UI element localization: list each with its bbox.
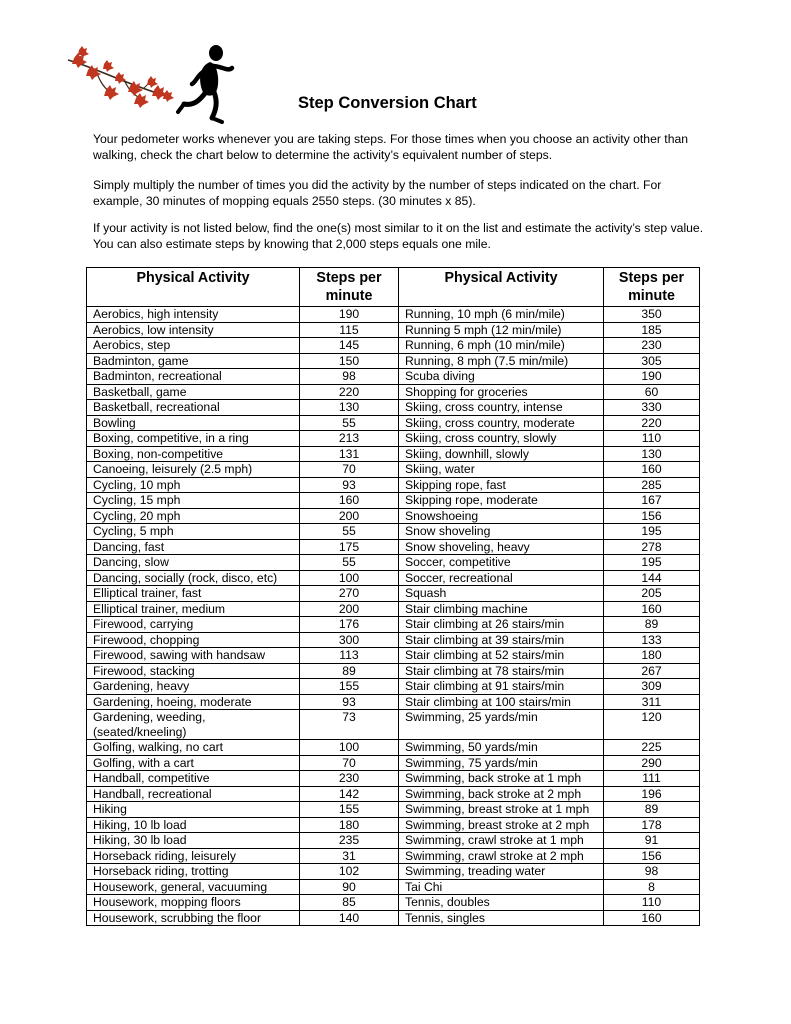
activity-cell: Basketball, recreational [87,400,300,416]
steps-cell: 120 [604,710,700,740]
activity-cell: Stair climbing at 100 stairs/min [399,694,604,710]
activity-cell: Aerobics, step [87,338,300,354]
activity-cell: Firewood, stacking [87,663,300,679]
page-title: Step Conversion Chart [298,94,477,112]
steps-cell: 160 [300,493,399,509]
steps-cell: 130 [604,446,700,462]
activity-cell: Swimming, breast stroke at 2 mph [399,817,604,833]
instructions-paragraph: Simply multiply the number of times you did the activity by the number of steps indicated on the chart. For example, 30 minutes of mopping equals 2550 steps. (30 minutes x 85). [93,178,662,208]
steps-cell: 111 [604,771,700,787]
steps-cell: 220 [604,415,700,431]
activity-cell: Horseback riding, trotting [87,864,300,880]
activity-cell: Gardening, weeding, (seated/kneeling) [87,710,300,740]
steps-cell: 330 [604,400,700,416]
table-row [87,910,700,926]
table-row [87,353,700,369]
activity-cell: Handball, competitive [87,771,300,787]
activity-cell: Stair climbing at 26 stairs/min [399,617,604,633]
runner-icon [178,45,232,122]
steps-cell: 160 [604,910,700,926]
steps-cell: 73 [300,710,399,740]
steps-cell: 230 [604,338,700,354]
table-row [87,879,700,895]
steps-cell: 102 [300,864,399,880]
activity-cell: Firewood, sawing with handsaw [87,648,300,664]
steps-cell: 100 [300,570,399,586]
activity-cell: Cycling, 15 mph [87,493,300,509]
steps-cell: 230 [300,771,399,787]
activity-cell: Dancing, slow [87,555,300,571]
steps-cell: 60 [604,384,700,400]
steps-cell: 55 [300,415,399,431]
steps-cell: 285 [604,477,700,493]
activity-cell: Cycling, 5 mph [87,524,300,540]
activity-cell: Swimming, back stroke at 2 mph [399,786,604,802]
activity-cell: Swimming, 75 yards/min [399,755,604,771]
table-row [87,446,700,462]
steps-cell: 167 [604,493,700,509]
table-row [87,679,700,695]
steps-header: Steps per minute [604,268,700,307]
activity-cell: Skiing, cross country, slowly [399,431,604,447]
activity-cell: Elliptical trainer, fast [87,586,300,602]
activity-cell: Golfing, walking, no cart [87,740,300,756]
steps-cell: 140 [300,910,399,926]
steps-cell: 98 [300,369,399,385]
activity-cell: Aerobics, high intensity [87,307,300,323]
activity-cell: Soccer, recreational [399,570,604,586]
autumn-branch-icon [68,46,174,108]
table-row [87,864,700,880]
activity-cell: Boxing, non-competitive [87,446,300,462]
table-row [87,493,700,509]
step-conversion-table [86,267,700,926]
activity-cell: Swimming, crawl stroke at 2 mph [399,848,604,864]
activity-cell: Cycling, 10 mph [87,477,300,493]
table-row [87,786,700,802]
activity-cell: Snow shoveling [399,524,604,540]
activity-cell: Running 5 mph (12 min/mile) [399,322,604,338]
table-row [87,848,700,864]
table-row [87,384,700,400]
table-row [87,570,700,586]
activity-cell: Badminton, game [87,353,300,369]
steps-cell: 220 [300,384,399,400]
table-row [87,524,700,540]
activity-cell: Firewood, carrying [87,617,300,633]
activity-cell: Swimming, 50 yards/min [399,740,604,756]
steps-cell: 110 [604,431,700,447]
estimate-paragraph: If your activity is not listed below, find the one(s) most similar to it on the list and estimate the activity’s step value. You can also estimate steps by knowing that 2,000 steps equals one mile. [93,221,704,251]
table-row [87,710,700,740]
activity-cell: Aerobics, low intensity [87,322,300,338]
steps-cell: 225 [604,740,700,756]
steps-cell: 200 [300,601,399,617]
steps-cell: 115 [300,322,399,338]
activity-cell: Skiing, water [399,462,604,478]
steps-cell: 270 [300,586,399,602]
steps-cell: 200 [300,508,399,524]
table-row [87,322,700,338]
runner-logo-icon [66,44,246,124]
table-row [87,833,700,849]
table-row [87,462,700,478]
steps-cell: 31 [300,848,399,864]
steps-cell: 175 [300,539,399,555]
activity-cell: Stair climbing at 91 stairs/min [399,679,604,695]
activity-cell: Dancing, fast [87,539,300,555]
steps-cell: 305 [604,353,700,369]
steps-cell: 89 [604,617,700,633]
table-row [87,400,700,416]
activity-cell: Housework, scrubbing the floor [87,910,300,926]
table-row [87,632,700,648]
activity-cell: Shopping for groceries [399,384,604,400]
activity-cell: Skipping rope, moderate [399,493,604,509]
activity-cell: Squash [399,586,604,602]
activity-cell: Snow shoveling, heavy [399,539,604,555]
table-row [87,771,700,787]
activity-cell: Soccer, competitive [399,555,604,571]
table-row [87,338,700,354]
steps-cell: 190 [300,307,399,323]
activity-cell: Bowling [87,415,300,431]
activity-cell: Tai Chi [399,879,604,895]
steps-cell: 278 [604,539,700,555]
activity-cell: Skiing, cross country, intense [399,400,604,416]
steps-cell: 133 [604,632,700,648]
activity-cell: Handball, recreational [87,786,300,802]
activity-cell: Stair climbing at 78 stairs/min [399,663,604,679]
steps-cell: 205 [604,586,700,602]
steps-cell: 130 [300,400,399,416]
steps-cell: 185 [604,322,700,338]
table-row [87,694,700,710]
table-row [87,369,700,385]
table-row [87,431,700,447]
activity-cell: Firewood, chopping [87,632,300,648]
activity-cell: Canoeing, leisurely (2.5 mph) [87,462,300,478]
activity-cell: Running, 10 mph (6 min/mile) [399,307,604,323]
steps-cell: 290 [604,755,700,771]
steps-cell: 70 [300,462,399,478]
activity-cell: Dancing, socially (rock, disco, etc) [87,570,300,586]
steps-cell: 300 [300,632,399,648]
activity-cell: Hiking [87,802,300,818]
activity-header: Physical Activity [399,268,604,307]
activity-cell: Skiing, downhill, slowly [399,446,604,462]
table-row [87,539,700,555]
activity-cell: Swimming, breast stroke at 1 mph [399,802,604,818]
table-row [87,555,700,571]
steps-cell: 98 [604,864,700,880]
table-row [87,617,700,633]
activity-cell: Running, 8 mph (7.5 min/mile) [399,353,604,369]
steps-cell: 90 [300,879,399,895]
table-row [87,508,700,524]
activity-cell: Swimming, treading water [399,864,604,880]
table-row [87,586,700,602]
steps-cell: 156 [604,848,700,864]
steps-cell: 350 [604,307,700,323]
activity-cell: Horseback riding, leisurely [87,848,300,864]
activity-cell: Scuba diving [399,369,604,385]
table-row [87,477,700,493]
activity-cell: Swimming, back stroke at 1 mph [399,771,604,787]
steps-cell: 145 [300,338,399,354]
steps-cell: 150 [300,353,399,369]
activity-cell: Basketball, game [87,384,300,400]
steps-cell: 93 [300,477,399,493]
table-row [87,415,700,431]
activity-cell: Skipping rope, fast [399,477,604,493]
steps-cell: 142 [300,786,399,802]
activity-cell: Cycling, 20 mph [87,508,300,524]
steps-cell: 213 [300,431,399,447]
steps-cell: 156 [604,508,700,524]
steps-cell: 178 [604,817,700,833]
activity-cell: Snowshoeing [399,508,604,524]
steps-cell: 176 [300,617,399,633]
table-row [87,307,700,323]
activity-cell: Tennis, singles [399,910,604,926]
steps-cell: 155 [300,802,399,818]
steps-cell: 196 [604,786,700,802]
activity-cell: Golfing, with a cart [87,755,300,771]
steps-cell: 311 [604,694,700,710]
activity-cell: Stair climbing machine [399,601,604,617]
activity-header: Physical Activity [87,268,300,307]
table-row [87,663,700,679]
steps-cell: 155 [300,679,399,695]
steps-cell: 100 [300,740,399,756]
steps-cell: 93 [300,694,399,710]
table-row [87,895,700,911]
steps-cell: 180 [300,817,399,833]
table-row [87,648,700,664]
steps-cell: 160 [604,601,700,617]
steps-cell: 267 [604,663,700,679]
activity-cell: Hiking, 10 lb load [87,817,300,833]
steps-cell: 89 [604,802,700,818]
steps-cell: 190 [604,369,700,385]
steps-cell: 110 [604,895,700,911]
activity-cell: Gardening, hoeing, moderate [87,694,300,710]
activity-cell: Housework, general, vacuuming [87,879,300,895]
steps-header: Steps per minute [300,268,399,307]
activity-cell: Swimming, 25 yards/min [399,710,604,740]
activity-cell: Stair climbing at 52 stairs/min [399,648,604,664]
table-row [87,740,700,756]
table-row [87,755,700,771]
steps-cell: 55 [300,524,399,540]
table-row [87,802,700,818]
activity-cell: Swimming, crawl stroke at 1 mph [399,833,604,849]
steps-cell: 160 [604,462,700,478]
steps-cell: 55 [300,555,399,571]
activity-cell: Stair climbing at 39 stairs/min [399,632,604,648]
steps-cell: 91 [604,833,700,849]
steps-cell: 195 [604,524,700,540]
activity-cell: Elliptical trainer, medium [87,601,300,617]
activity-cell: Skiing, cross country, moderate [399,415,604,431]
intro-paragraph: Your pedometer works whenever you are taking steps. For those times when you choose an activity other than walking, check the chart below to determine the activity’s equivalent number of steps. [93,132,689,162]
activity-cell: Tennis, doubles [399,895,604,911]
steps-cell: 235 [300,833,399,849]
steps-cell: 8 [604,879,700,895]
table-row [87,817,700,833]
activity-cell: Housework, mopping floors [87,895,300,911]
table-row [87,601,700,617]
steps-cell: 113 [300,648,399,664]
steps-cell: 180 [604,648,700,664]
activity-cell: Gardening, heavy [87,679,300,695]
steps-cell: 89 [300,663,399,679]
table-body [87,307,700,926]
activity-cell: Badminton, recreational [87,369,300,385]
activity-cell: Running, 6 mph (10 min/mile) [399,338,604,354]
steps-cell: 85 [300,895,399,911]
steps-cell: 70 [300,755,399,771]
steps-cell: 309 [604,679,700,695]
activity-cell: Boxing, competitive, in a ring [87,431,300,447]
activity-cell: Hiking, 30 lb load [87,833,300,849]
steps-cell: 131 [300,446,399,462]
steps-cell: 195 [604,555,700,571]
steps-cell: 144 [604,570,700,586]
table-header-row [87,268,700,307]
